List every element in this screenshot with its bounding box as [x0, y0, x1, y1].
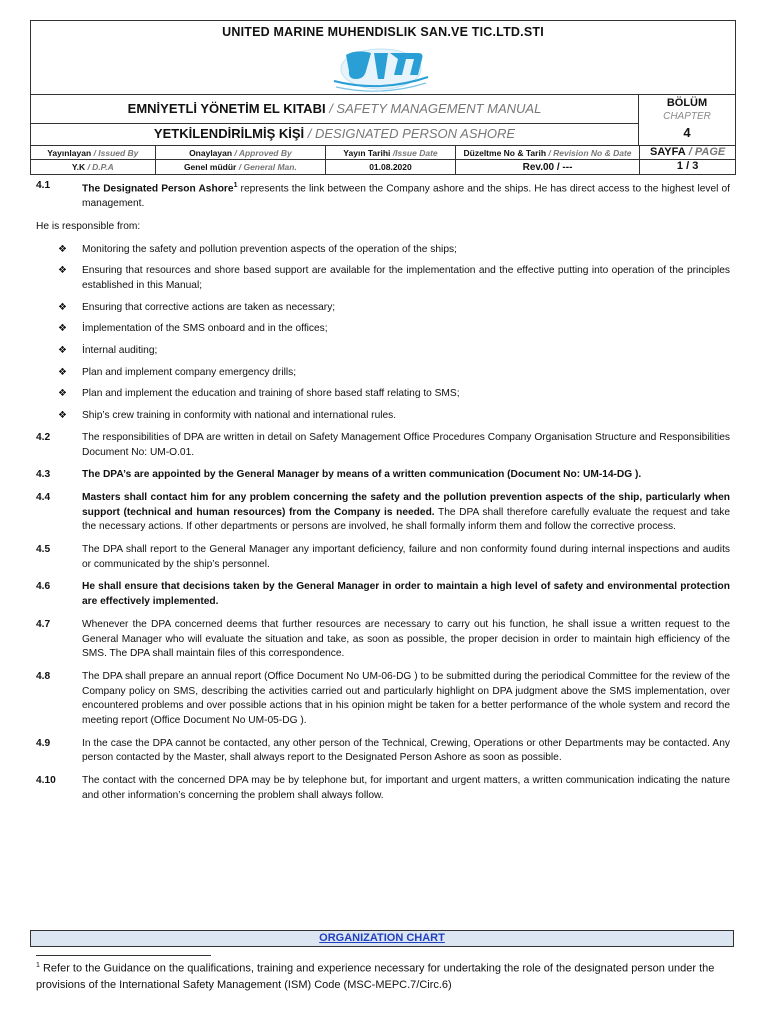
paragraph-4-6: 4.6 He shall ensure that decisions taken by the General Manager in order to maintain a high level of safety and environmental protection are effectively implemented. — [36, 581, 730, 608]
responsibility-item — [58, 243, 730, 258]
responsibility-text: İmplementation of the SMS onboard and in the offices; — [82, 323, 328, 335]
issued-by-value: Y.K / D.P.A — [31, 160, 156, 174]
responsibility-text: Ship’s crew training in conformity with national and international rules. — [82, 410, 397, 422]
meta-labels-row — [31, 146, 735, 160]
page-label: SAYFA / PAGE — [650, 146, 726, 158]
manual-titles — [31, 95, 639, 145]
revision-value: Rev.00 / --- — [456, 160, 640, 174]
chapter-label-tr: BÖLÜM — [666, 97, 708, 109]
responsibility-list — [36, 243, 730, 424]
paragraph-4-10: 4.10 The contact with the concerned DPA may be by telephone but, for important and urgent matters, a written communication indicating the nature and other information’s concerning the problem shall always follow. — [36, 775, 730, 801]
approved-by-value: Genel müdür / General Man. — [156, 160, 327, 174]
responsibility-text: Plan and implement company emergency drills; — [82, 366, 297, 378]
meta-values-row — [31, 160, 735, 174]
responsibility-text: Monitoring the safety and pollution prevention aspects of the operation of the ships; — [82, 243, 457, 255]
footnote: $^1$ Refer to the Guidance on the qualifications, training and experience necessary for undertaking the role of the designated person under the provisions of the International Safety Management (ISM) Code (MSC-MEPC.7/Circ.6) — [36, 962, 715, 991]
bullet-diamond-icon: ❖ — [58, 388, 67, 400]
bullet-diamond-icon: ❖ — [58, 366, 67, 378]
document-body — [36, 179, 730, 812]
paragraph-4-4: 4.4 Masters shall contact him for any problem concerning the safety and the pollution prevention aspects of the ship, particularly when support (technical and human resources) from the Company is needed. The DPA shall therefore carefully evaluate the request and take the necessary actions. If other departments or persons are involved, he shall formally inform them and follow the corrective process. — [36, 491, 730, 533]
bullet-diamond-icon: ❖ — [58, 410, 67, 422]
page-value: 1 / 3 — [676, 160, 699, 172]
title-row — [31, 95, 735, 146]
approved-by-label: Onaylayan / Approved By — [156, 146, 327, 159]
responsibility-text: Ensuring that corrective actions are taken as necessary; — [82, 301, 336, 313]
paragraph-4-3: 4.3 The DPA’s are appointed by the General Manager by means of a written communication (Document No: UM-14-DG ). — [36, 469, 642, 481]
organization-chart-link[interactable]: ORGANIZATION CHART — [30, 930, 734, 947]
bullet-diamond-icon: ❖ — [58, 323, 67, 335]
issued-by-label: Yayınlayan / Issued By — [31, 146, 156, 159]
paragraph-4-9: 4.9 In the case the DPA cannot be contacted, any other person of the Technical, Crewing, Operations or other Departments may be contacted. Any person contacted by the Master, shall always report to the Designated Person Ashore as soon as possible. — [36, 737, 730, 764]
responsibility-item — [58, 387, 730, 402]
paragraph-4-2: 4.2 The responsibilities of DPA are written in detail on Safety Management Office Procedures Company Organisation Structure and Responsibilities Document No: UM-O.01. — [36, 431, 730, 458]
revision-label: Düzeltme No & Tarih / Revision No & Date — [456, 146, 640, 159]
paragraph-4-1: 4.1 The Designated Person Ashore$^1$ represents the link between the Company ashore and the ships. He has direct access to the highest level of management. — [36, 180, 730, 210]
responsibility-item — [58, 264, 730, 293]
footnote-divider — [36, 955, 211, 956]
responsibility-item — [58, 366, 730, 381]
section-title: YETKİLENDİRİLMİŞ KİŞİ / DESIGNATED PERSON ASHORE — [153, 126, 516, 141]
responsibility-text: Plan and implement the education and training of shore based staff relating to SMS; — [82, 388, 460, 400]
responsibility-item — [58, 322, 730, 337]
chapter-box — [639, 95, 735, 145]
responsibility-item — [58, 409, 730, 424]
document-header — [30, 20, 736, 175]
chapter-label-en: CHAPTER — [663, 111, 711, 122]
issue-date-label: Yayın Tarihi /Issue Date — [326, 146, 456, 159]
paragraph-4-8: 4.8 The DPA shall prepare an annual report (Office Document No UM-06-DG ) to be submitted during the periodical Committee for the review of the Company policy on SMS, describing the activities carried out and particularly highlight on DPA judgment above the SMS implementation, over encountered problems and over possible actions that in his opinion might be taken for a better performance of the whole system and record the meeting report (Office Document No UM-05-DG ). — [36, 670, 730, 727]
issue-date-value: 01.08.2020 — [326, 160, 456, 174]
responsibility-item — [58, 344, 730, 359]
paragraph-4-5: 4.5 The DPA shall report to the General Manager any important deficiency, failure and non conformity found during internal inspections and audits or communicated by the ship’s personnel. — [36, 544, 730, 570]
bullet-diamond-icon: ❖ — [58, 345, 67, 357]
responsibility-text: Ensuring that resources and shore based support are available for the implementation and the effective putting into operation of the principles established in this Manual; — [82, 265, 730, 291]
company-block — [31, 21, 735, 95]
manual-title: EMNİYETLİ YÖNETİM EL KITABI / SAFETY MANAGEMENT MANUAL — [127, 101, 542, 116]
chapter-number: 4 — [683, 125, 691, 140]
responsible-intro: He is responsible from: — [36, 220, 141, 232]
paragraph-4-7: 4.7 Whenever the DPA concerned deems that further resources are necessary to carry out his function, he shall issue a written request to the General Manager who will evaluate the situation and take, as soon as possible, the proper decision in order to maintain high efficiency of the SMS. The DPA shall maintain files of this correspondence. — [36, 618, 730, 660]
company-logo — [326, 41, 436, 93]
responsibility-item — [58, 301, 730, 316]
company-name: UNITED MARINE MUHENDISLIK SAN.VE TIC.LTD.STI — [222, 25, 544, 39]
responsibility-text: İnternal auditing; — [82, 345, 158, 357]
bullet-diamond-icon: ❖ — [58, 301, 67, 313]
bullet-diamond-icon: ❖ — [58, 243, 67, 255]
bullet-diamond-icon: ❖ — [58, 265, 67, 277]
